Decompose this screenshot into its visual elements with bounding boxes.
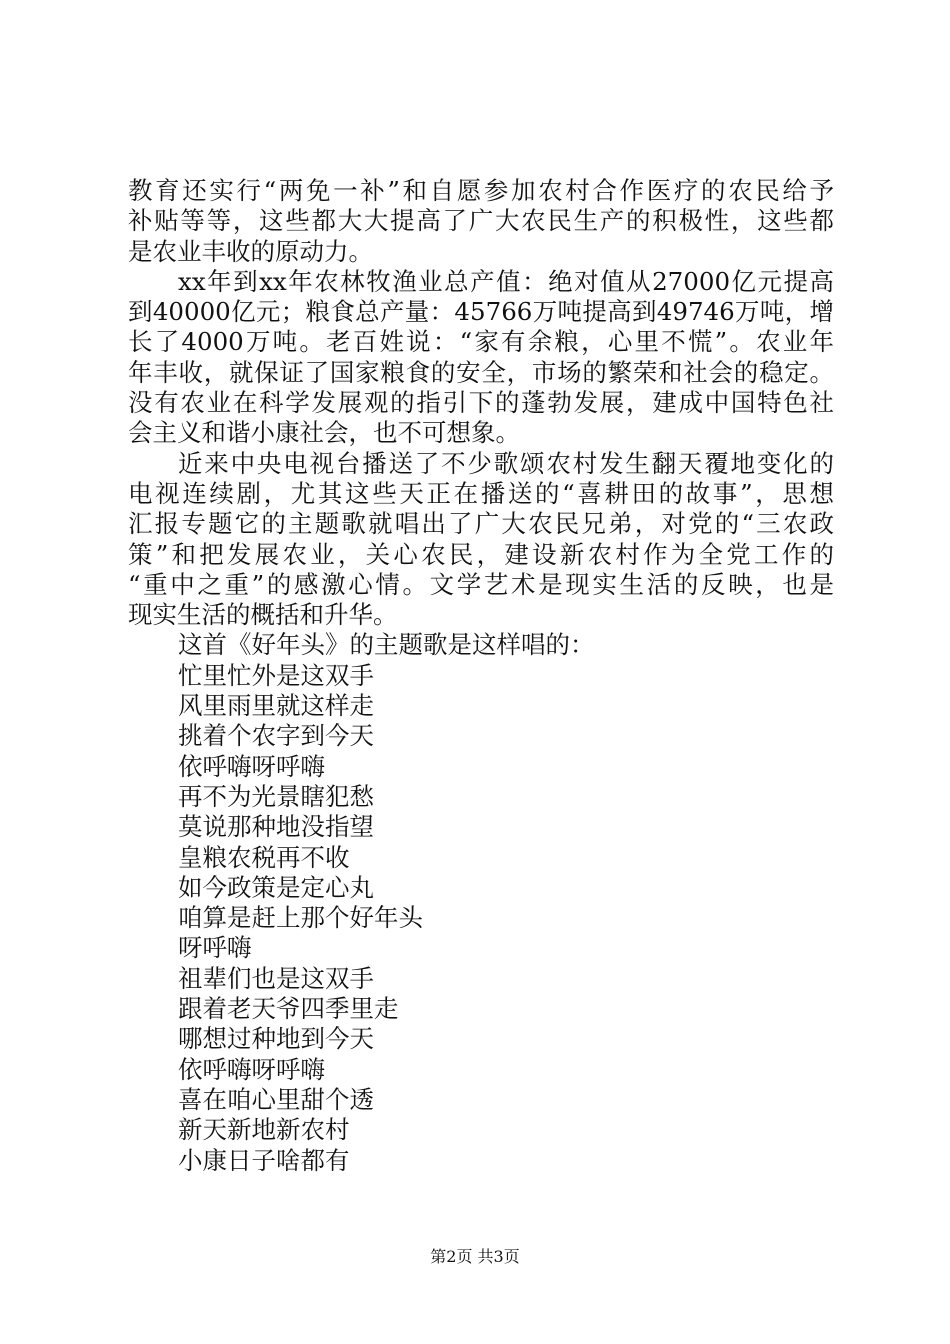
lyric-line: 依呼嗨呀呼嗨	[178, 751, 325, 781]
lyric-line: 依呼嗨呀呼嗨	[178, 1054, 325, 1084]
lyric-line: 皇粮农税再不收	[178, 842, 350, 872]
text-line: 电视连续剧，尤其这些天正在播送的“喜耕田的故事”，思想	[128, 478, 834, 508]
page-number-label: 第2页 共3页	[430, 1247, 520, 1266]
text-line: “重中之重”的感激心情。文学艺术是现实生活的反映，也是	[128, 569, 834, 599]
paragraph	[128, 267, 834, 449]
text-line: 近来中央电视台播送了不少歌颂农村发生翻天覆地变化的	[178, 448, 834, 478]
lyric-line: 跟着老天爷四季里走	[178, 994, 399, 1024]
text-line: 会主义和谐小康社会，也不可想象。	[128, 418, 520, 448]
lyric-line: 忙里忙外是这双手	[178, 660, 374, 690]
text-line: 教育还实行“两免一补”和自愿参加农村合作医疗的农民给予	[128, 176, 834, 205]
text-line: 这首《好年头》的主题歌是这样唱的：	[178, 630, 595, 660]
text-line: 策”和把发展农业，关心农民，建设新农村作为全党工作的	[128, 539, 834, 569]
lyric-line: 风里雨里就这样走	[178, 691, 374, 721]
text-line: 现实生活的概括和升华。	[128, 600, 398, 630]
lyric-line: 喜在咱心里甜个透	[178, 1084, 374, 1114]
song-lyrics	[128, 661, 834, 1176]
lyric-line: 莫说那种地没指望	[178, 812, 374, 842]
lyric-line: 挑着个农字到今天	[178, 721, 374, 751]
lyric-line: 小康日子啥都有	[178, 1145, 350, 1175]
lyric-line: 再不为光景瞎犯愁	[178, 781, 374, 811]
text-line: 补贴等等，这些都大大提高了广大农民生产的积极性，这些都	[128, 206, 834, 236]
lyric-line: 如今政策是定心丸	[178, 872, 374, 902]
text-line: 是农业丰收的原动力。	[128, 236, 373, 266]
lyric-line: 哪想过种地到今天	[178, 1024, 374, 1054]
text-line: 没有农业在科学发展观的指引下的蓬勃发展，建成中国特色社	[128, 388, 834, 418]
paragraph	[128, 449, 834, 631]
paragraph	[128, 630, 834, 660]
lyric-line: 咱算是赶上那个好年头	[178, 903, 423, 933]
text-line: 汇报专题它的主题歌就唱出了广大农民兄弟，对党的“三农政	[128, 509, 834, 539]
text-line: 长了4000万吨。老百姓说：“家有余粮，心里不慌”。农业年	[128, 327, 834, 357]
lyric-line: 呀呼嗨	[178, 933, 252, 963]
text-line: 到40000亿元；粮食总产量：45766万吨提高到49746万吨，增	[128, 297, 834, 327]
paragraph	[128, 176, 834, 267]
page-footer	[0, 1244, 950, 1267]
lyric-line: 新天新地新农村	[178, 1115, 350, 1145]
text-line: xx年到xx年农林牧渔业总产值：绝对值从27000亿元提高	[178, 266, 834, 296]
lyric-line: 祖辈们也是这双手	[178, 963, 374, 993]
text-line: 年丰收，就保证了国家粮食的安全，市场的繁荣和社会的稳定。	[128, 357, 834, 387]
document-body	[128, 176, 834, 1176]
